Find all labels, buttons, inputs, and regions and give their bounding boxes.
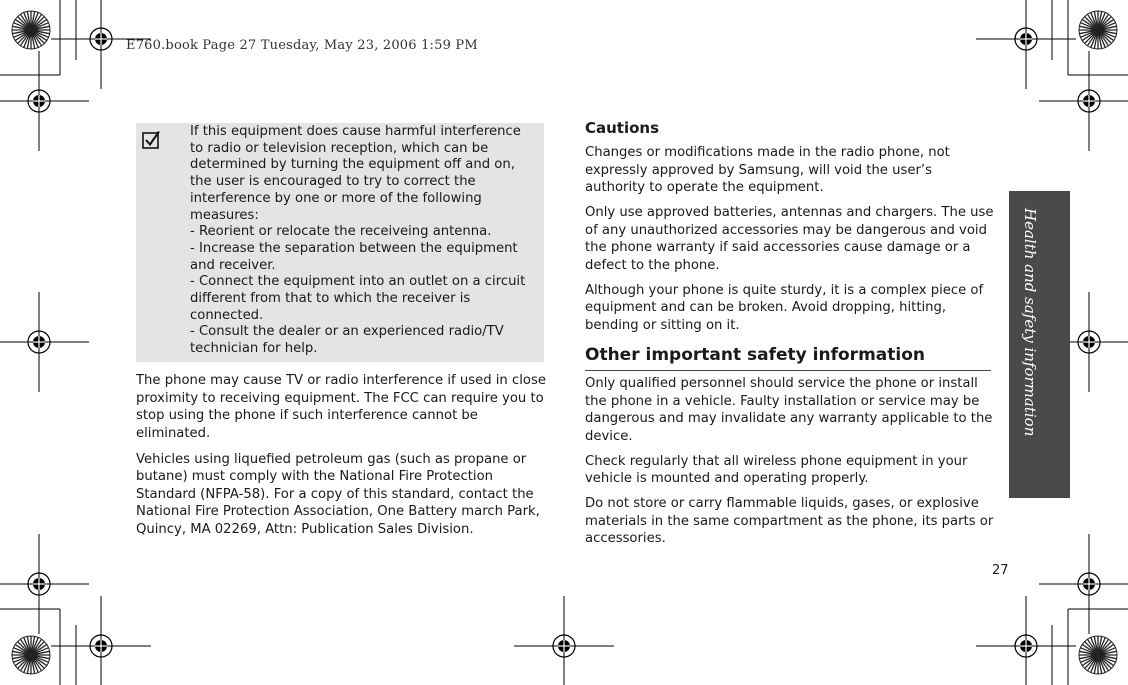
note-measure: - Increase the separation between the equipment and receiver. (190, 240, 518, 273)
note-measure: - Reorient or relocate the receiveing antenna. (190, 224, 492, 240)
tv-interference-paragraph: The phone may cause TV or radio interference if used in close proximity to receiving equipment. The FCC can require you to stop using the phone if such interference cannot be eliminated. (136, 373, 546, 441)
left-column (136, 372, 546, 547)
cautions-paragraph: Changes or modifications made in the radio phone, not expressly approved by Samsung, will void the user’s authority to operate the equipment. (585, 145, 950, 195)
right-column (585, 118, 995, 555)
checkbox-check-icon (142, 130, 161, 149)
note-text (190, 124, 538, 358)
other-safety-paragraph: Check regularly that all wireless phone equipment in your vehicle is mounted and operating properly. (585, 453, 968, 486)
note-paragraph: If this equipment does cause harmful interference to radio or television reception, which can be determined by turning the equipment off and on, the user is encouraged to try to correct the interference by one or more of the following measures: (190, 124, 521, 223)
section-tab (1009, 191, 1070, 498)
other-safety-paragraph: Do not store or carry flammable liquids, gases, or explosive materials in the same compartment as the phone, its parts or accessories. (585, 496, 994, 546)
lpg-vehicles-paragraph: Vehicles using liquefied petroleum gas (such as propane or butane) must comply with the National Fire Protection Standard (NFPA-58). For a copy of this standard, contact the National Fire Protection Association, One Battery march Park, Quincy, MA 02269, Attn: Publication Sales Division. (136, 451, 540, 537)
other-safety-paragraph: Only qualified personnel should service the phone or install the phone in a vehicle. Faulty installation or service may be dangerous and may invalidate any warranty applicable to the device. (585, 376, 993, 444)
cautions-heading: Cautions (585, 119, 660, 137)
note-measure: - Consult the dealer or an experienced radio/TV technician for help. (190, 324, 504, 357)
note-measure: - Connect the equipment into an outlet on a circuit different from that to which the receiver is connected. (190, 274, 526, 323)
other-safety-heading: Other important safety information (585, 344, 991, 371)
page-number: 27 (992, 563, 1009, 578)
cautions-paragraph: Only use approved batteries, antennas and chargers. The use of any unauthorized accessories may be dangerous and void the phone warranty if said accessories cause damage or a defect to the phone. (585, 205, 994, 273)
section-tab-label: Health and safety information (1021, 208, 1039, 437)
book-header-info: E760.book Page 27 Tuesday, May 23, 2006 1:59 PM (126, 38, 478, 53)
cautions-paragraph: Although your phone is quite sturdy, it is a complex piece of equipment and can be broken. Avoid dropping, hitting, bending or sitting on it. (585, 282, 984, 333)
